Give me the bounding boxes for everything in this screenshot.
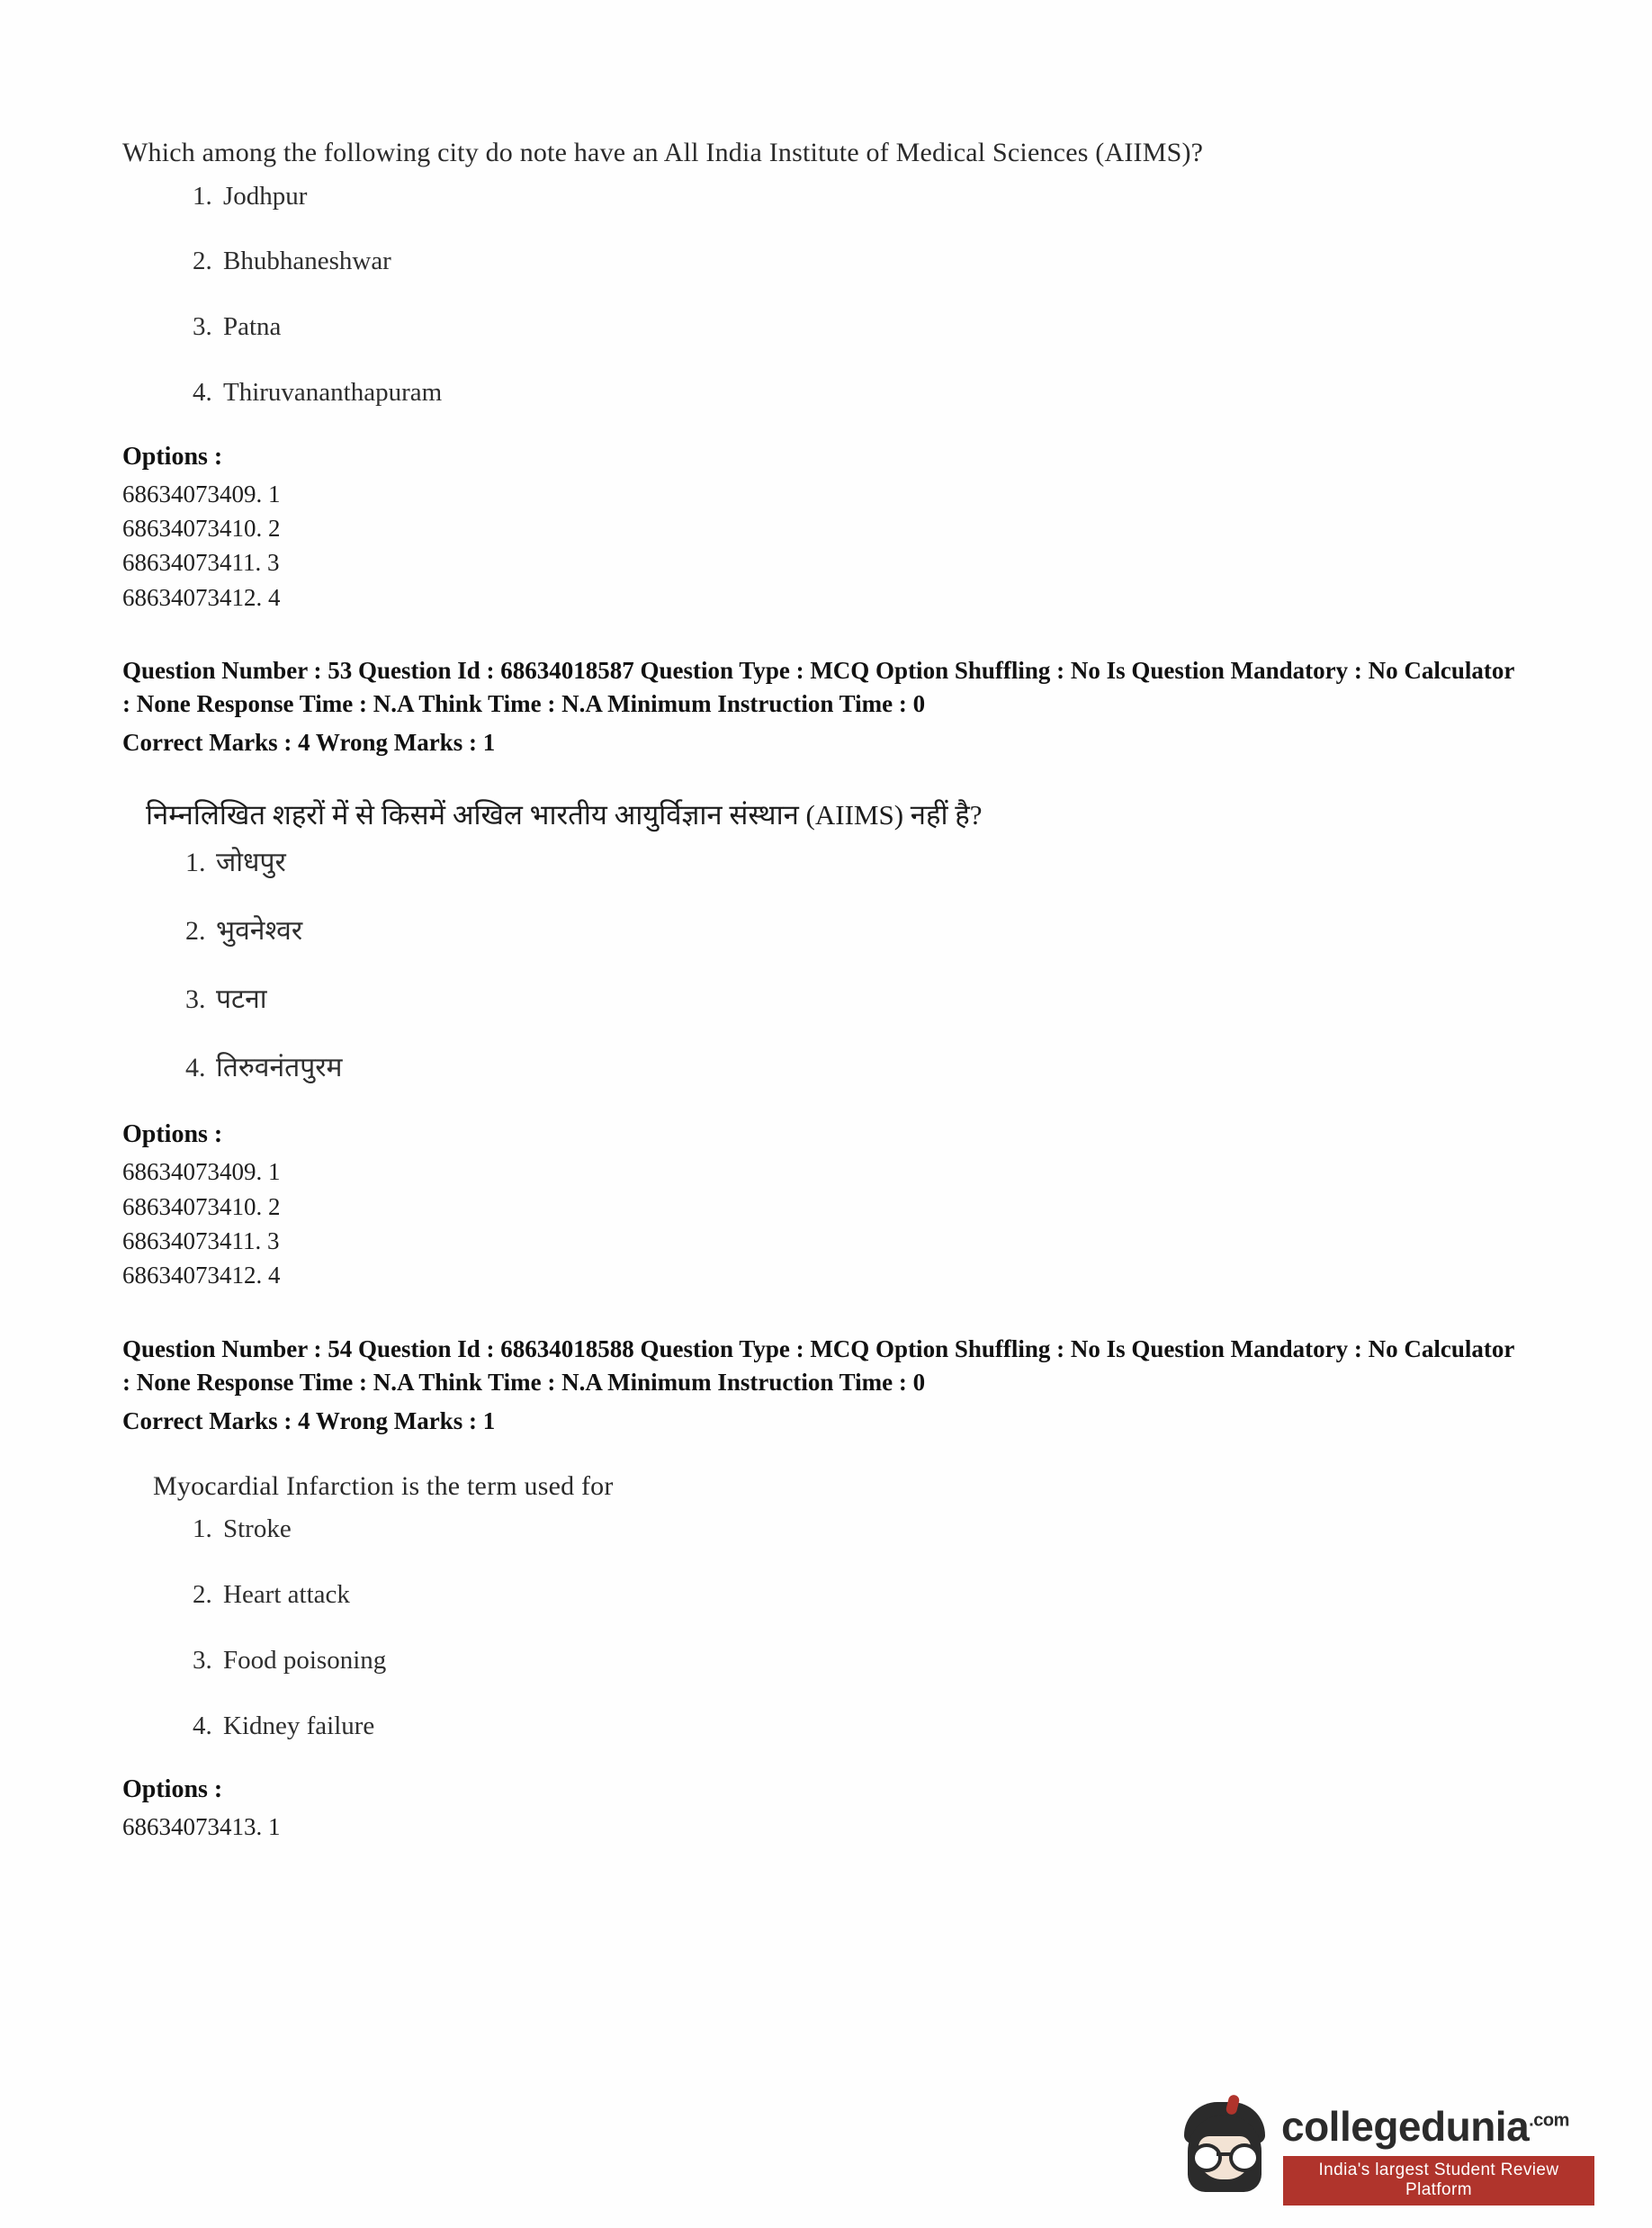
option-text: Jodhpur — [223, 181, 308, 211]
option-text: Food poisoning — [223, 1645, 387, 1675]
option-text: भुवनेश्वर — [216, 916, 303, 947]
question-54-english-options — [122, 1514, 1526, 1741]
option-number: 3. — [193, 312, 212, 342]
option-number: 3. — [185, 984, 206, 1015]
option-number: 3. — [193, 1645, 212, 1675]
option-text: Patna — [223, 312, 282, 342]
brand-word: collegedunia — [1281, 2103, 1530, 2150]
question-54-english-stem: Myocardial Infarction is the term used for — [153, 1470, 614, 1501]
option-code: 68634073409. 1 — [122, 1158, 281, 1186]
option-text: Thiruvananthapuram — [223, 377, 443, 407]
option-number: 4. — [193, 1711, 212, 1740]
option-code: 68634073410. 2 — [122, 1192, 281, 1220]
option-number: 1. — [193, 181, 212, 211]
option-number: 4. — [193, 377, 212, 407]
options-label: Options : — [122, 442, 223, 471]
question-52-english-options — [122, 181, 1526, 409]
option-text: पटना — [216, 984, 267, 1015]
option-item[interactable] — [185, 984, 1526, 1016]
brand-tld: .com — [1529, 2110, 1569, 2131]
option-item[interactable] — [185, 1052, 1526, 1084]
question-54-metadata — [122, 1333, 1526, 1438]
question-53-metadata — [122, 654, 1526, 759]
collegedunia-mascot-icon — [1175, 2095, 1272, 2196]
option-number: 1. — [193, 1514, 212, 1544]
option-text: Bhubhaneshwar — [223, 247, 391, 276]
option-item[interactable] — [193, 246, 1526, 277]
option-text: Kidney failure — [223, 1711, 375, 1740]
question-52-english-stem: Which among the following city do note have an All India Institute of Medical Sciences (AIIMS)? — [122, 138, 1204, 167]
options-label: Options : — [122, 1120, 223, 1149]
option-item[interactable] — [193, 1579, 1526, 1611]
option-text: Heart attack — [223, 1579, 350, 1609]
question-52-hindi-option-codes — [122, 1154, 1526, 1292]
option-number: 1. — [185, 848, 206, 878]
option-number: 2. — [193, 247, 212, 276]
question-52-hindi-options — [122, 847, 1526, 1084]
option-code: 68634073413. 1 — [122, 1813, 281, 1841]
option-code: 68634073411. 3 — [122, 1227, 280, 1254]
metadata-line-2: No Calculator : None Response Time : N.A Think Time : N.A Minimum Instruction Time : 0 — [122, 657, 1514, 717]
question-52-hindi-stem: निम्नलिखित शहरों में से किसमें अखिल भारतीय आयुर्विज्ञान संस्थान (AIIMS) नहीं है? — [146, 798, 983, 831]
metadata-line-1: Question Number : 53 Question Id : 68634018587 Question Type : MCQ Option Shuffling : No Is Question Mandatory : — [122, 657, 1362, 684]
option-code: 68634073410. 2 — [122, 515, 281, 543]
option-text: जोधपुर — [216, 848, 286, 878]
metadata-line-1: Question Number : 54 Question Id : 68634018588 Question Type : MCQ Option Shuffling : No Is Question Mandatory : — [122, 1334, 1362, 1362]
option-item[interactable] — [193, 1711, 1526, 1742]
collegedunia-watermark — [1175, 2089, 1598, 2197]
option-number: 2. — [193, 1579, 212, 1609]
metadata-marks: Correct Marks : 4 Wrong Marks : 1 — [122, 1406, 496, 1434]
option-item[interactable] — [193, 181, 1526, 212]
option-item[interactable] — [185, 847, 1526, 879]
mascot-glasses-left — [1191, 2143, 1222, 2172]
option-item[interactable] — [193, 1645, 1526, 1676]
option-number: 2. — [185, 916, 206, 947]
option-code: 68634073412. 4 — [122, 583, 281, 611]
option-text: तिरुवनंतपुरम — [216, 1053, 343, 1083]
option-number: 4. — [185, 1053, 206, 1083]
metadata-line-2: No Calculator : None Response Time : N.A Think Time : N.A Minimum Instruction Time : 0 — [122, 1334, 1514, 1396]
question-54-english-option-codes — [122, 1810, 1526, 1844]
option-item[interactable] — [185, 915, 1526, 948]
option-item[interactable] — [193, 1514, 1526, 1545]
option-code: 68634073409. 1 — [122, 480, 281, 508]
option-item[interactable] — [193, 377, 1526, 409]
mascot-glasses-right — [1229, 2143, 1260, 2172]
option-code: 68634073412. 4 — [122, 1262, 281, 1289]
brand-name — [1281, 2102, 1569, 2151]
option-text: Stroke — [223, 1514, 292, 1544]
document-content — [122, 135, 1526, 1845]
metadata-marks: Correct Marks : 4 Wrong Marks : 1 — [122, 728, 496, 756]
question-52-english-option-codes — [122, 477, 1526, 615]
options-label: Options : — [122, 1775, 223, 1804]
option-item[interactable] — [193, 311, 1526, 343]
option-code: 68634073411. 3 — [122, 549, 280, 577]
brand-tagline: India's largest Student Review Platform — [1283, 2156, 1594, 2206]
mascot-glasses-bridge — [1217, 2152, 1231, 2156]
